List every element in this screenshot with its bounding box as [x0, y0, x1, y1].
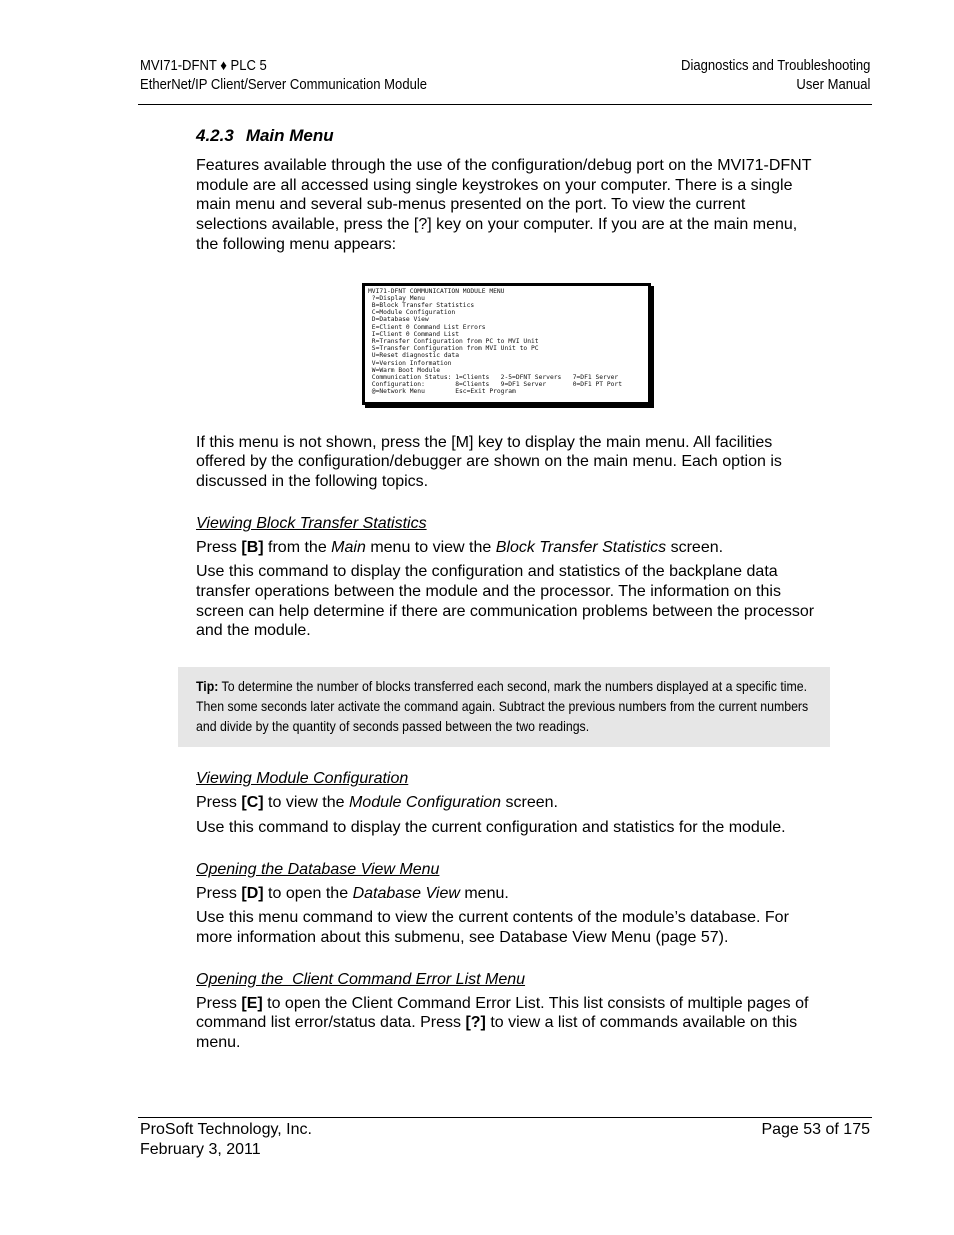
page-header-right: [681, 57, 870, 95]
menu-line: I=Client 0 Command List: [368, 330, 459, 338]
footer-page-number: Page 53 of 175: [761, 1121, 870, 1138]
key-e: [E]: [241, 994, 263, 1012]
menu-line: R=Transfer Configuration from PC to MVI Unit: [368, 337, 539, 345]
block-transfer-heading: Viewing Block Transfer Statistics: [196, 514, 427, 532]
menu-line: D=Database View: [368, 316, 429, 324]
menu-line: C=Module Configuration: [368, 309, 456, 317]
menu-line: MVI71-DFNT COMMUNICATION MODULE MENU: [368, 287, 505, 295]
header-doc-type: User Manual: [796, 77, 870, 93]
page-content: [196, 125, 816, 1058]
database-view-description: Use this menu command to view the current contents of the module’s database. For more information about this submenu, see Database View Menu (page 57).: [196, 909, 789, 947]
module-config-instruction: Press [C] to view the Module Configuration screen.: [196, 794, 558, 812]
page-footer-right: [761, 1120, 870, 1140]
tip-text: To determine the number of blocks transferred each second, mark the numbers displayed at a specific time. Then some seconds later activate the command again. Subtract the previous numbers from the current numbers and divide by the quantity of seconds passed between the two readings.: [196, 678, 809, 734]
client-error-instruction: Press [E] to open the Client Command Error List. This list consists of multiple pages of command list error/status data. Press [?] to view a list of commands available on this menu.: [196, 994, 809, 1052]
key-question: [?]: [465, 1014, 486, 1032]
menu-line: E=Client 0 Command List Errors: [368, 323, 486, 331]
key-d: [D]: [241, 884, 264, 902]
module-config-description: Use this command to display the current configuration and statistics for the module.: [196, 818, 786, 836]
main-menu-screenshot: [362, 283, 651, 405]
database-view-heading: Opening the Database View Menu: [196, 860, 440, 878]
page-footer-left: [140, 1120, 312, 1159]
client-error-heading: Opening the Client Command Error List Menu: [196, 970, 526, 988]
tip-box: [178, 667, 830, 747]
after-menu-paragraph: If this menu is not shown, press the [M] key to display the main menu. All facilities offered by the configuration/debugger are shown on the main menu. Each option is discussed in the following topics.: [196, 433, 782, 490]
menu-line: ?=Display Menu: [368, 294, 425, 302]
menu-line: Communication Status: 1=Clients 2-5=DFNT Servers 7=DF1 Server: [368, 373, 619, 381]
menu-line: @=Network Menu Esc=Exit Program: [368, 388, 516, 396]
menu-line: V=Version Information: [368, 359, 452, 367]
menu-line: B=Block Transfer Statistics: [368, 301, 475, 309]
menu-screenshot-text: [365, 286, 648, 398]
section-number: 4.2.3: [196, 126, 234, 145]
database-view-instruction: Press [D] to open the Database View menu.: [196, 884, 509, 902]
section-heading: [196, 125, 816, 147]
section-title: Main Menu: [245, 126, 334, 145]
block-transfer-instruction: Press [B] from the Main menu to view the Block Transfer Statistics screen.: [196, 538, 724, 556]
header-module-name: EtherNet/IP Client/Server Communication Module: [140, 77, 427, 93]
block-transfer-description: Use this command to display the configuration and statistics of the backplane data transfer operations between the module and the processor. The information on this screen can help determine if there are communication problems between the processor and the module.: [196, 563, 815, 640]
footer-divider: [138, 1117, 872, 1118]
header-divider: [138, 104, 872, 105]
menu-line: S=Transfer Configuration from MVI Unit to PC: [368, 345, 539, 353]
page-header-left: [140, 57, 427, 95]
menu-line: Configuration: 8=Clients 9=DF1 Server 0=DF1 PT Port: [368, 381, 623, 389]
key-b: [B]: [241, 538, 264, 556]
module-config-heading: Viewing Module Configuration: [196, 770, 409, 788]
key-c: [C]: [241, 794, 264, 812]
menu-line: W=Warm Boot Module: [368, 366, 441, 374]
header-chapter: Diagnostics and Troubleshooting: [680, 58, 870, 74]
footer-date: February 3, 2011: [140, 1140, 261, 1158]
tip-label: Tip:: [196, 678, 219, 695]
intro-paragraph: Features available through the use of the configuration/debug port on the MVI71-DFNT module are all accessed using single keystrokes on your computer. There is a single main menu and several sub-menus presented on the port. To view the current selections available, press the [?] key on your computer. If you are at the main menu, the following menu appears:: [196, 157, 812, 253]
footer-company: ProSoft Technology, Inc.: [140, 1121, 312, 1138]
menu-line: U=Reset diagnostic data: [368, 352, 459, 360]
header-product: MVI71-DFNT ♦ PLC 5: [140, 58, 267, 74]
